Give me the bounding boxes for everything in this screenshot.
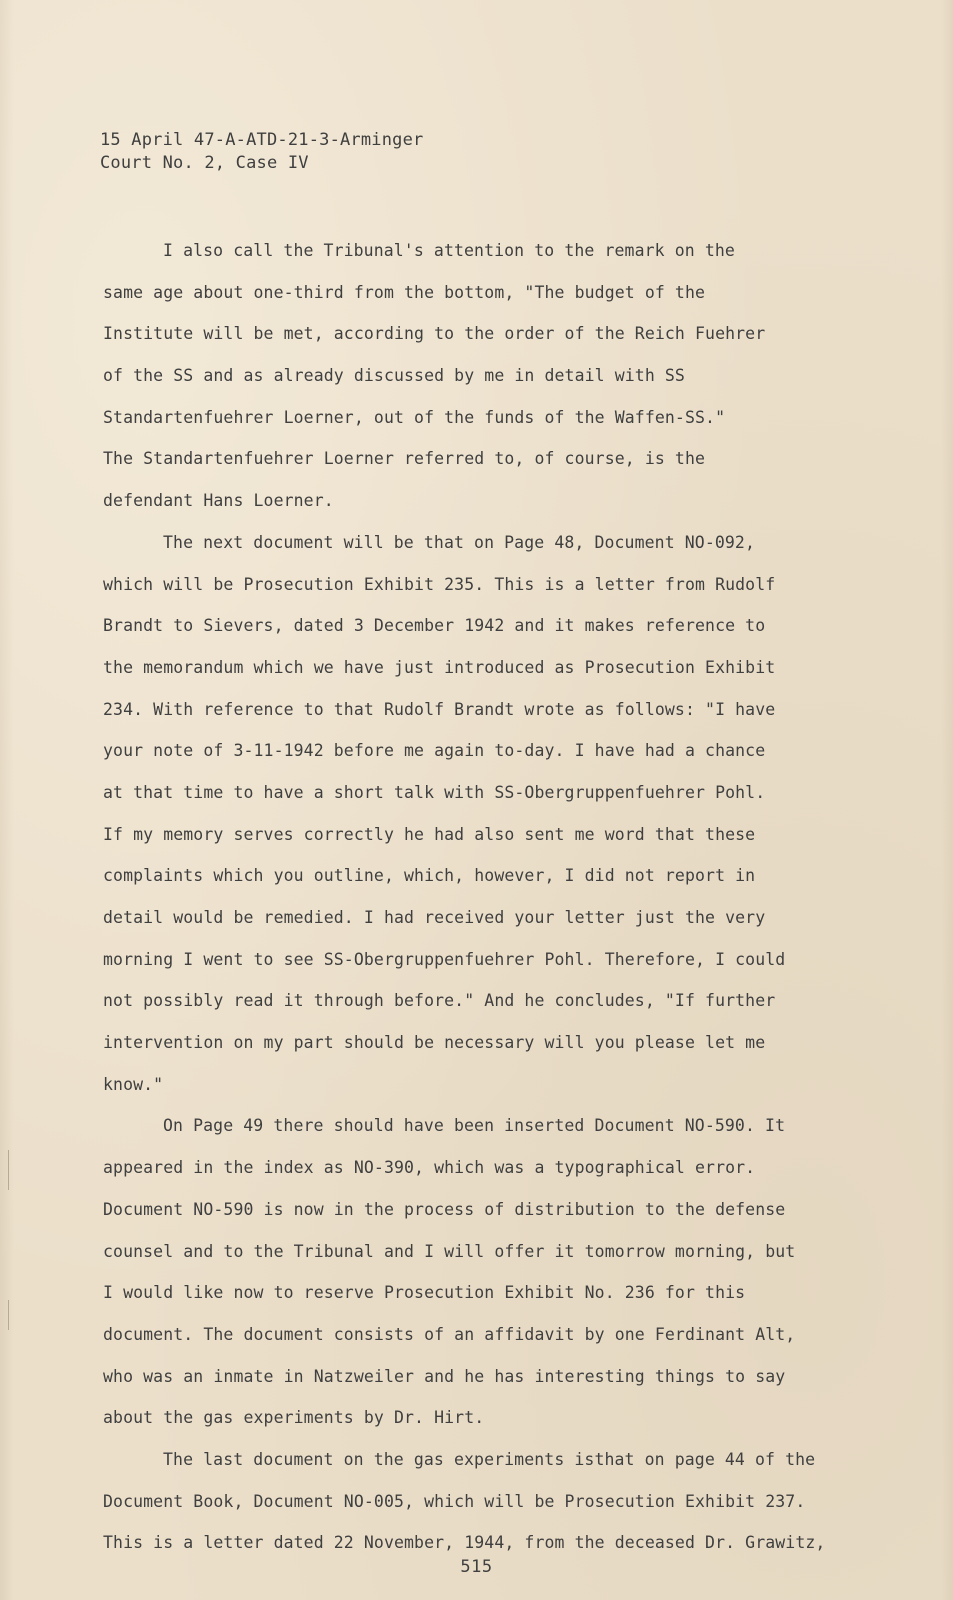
text-line: I also call the Tribunal's attention to the remark on the [163,241,735,260]
text-line: morning I went to see SS-Obergruppenfuehrer Pohl. Therefore, I could [103,949,786,969]
text-line: Document NO-590 is now in the process of distribution to the defense [103,1199,786,1219]
text-line: same age about one-third from the bottom, "The budget of the [103,282,706,302]
text-line: I would like now to reserve Prosecution Exhibit No. 236 for this [103,1283,746,1303]
text-line: On Page 49 there should have been inserted Document NO-590. It [163,1116,786,1136]
page-number: 515 [460,1557,493,1577]
text-line: defendant Hans Loerner. [103,491,334,511]
text-line: Document Book, Document NO-005, which will be Prosecution Exhibit 237. [103,1491,806,1511]
transcript-body [103,230,883,1564]
text-line: complaints which you outline, which, however, I did not report in [103,866,756,886]
text-line: not possibly read it through before." And he concludes, "If further [103,991,776,1011]
margin-mark [8,1300,9,1330]
text-line: document. The document consists of an affidavit by one Ferdinant Alt, [103,1324,796,1344]
text-line: who was an inmate in Natzweiler and he has interesting things to say [103,1366,786,1386]
text-line: The last document on the gas experiments isthat on page 44 of the [163,1449,816,1469]
text-line: This is a letter dated 22 November, 1944, from the deceased Dr. Grawitz, [103,1533,826,1553]
text-line: 234. With reference to that Rudolf Brandt wrote as follows: "I have [103,699,776,719]
text-line: of the SS and as already discussed by me in detail with SS [103,366,685,386]
text-line: intervention on my part should be necessary will you please let me [103,1033,766,1053]
text-line: detail would be remedied. I had received your letter just the very [103,908,766,927]
text-line: Institute will be met, according to the order of the Reich Fuehrer [103,324,766,344]
text-line: appeared in the index as NO-390, which was a typographical error. [103,1158,756,1178]
text-line: at that time to have a short talk with SS-Obergruppenfuehrer Pohl. [103,782,766,802]
text-line: the memorandum which we have just introduced as Prosecution Exhibit [103,657,776,677]
header-court-line: Court No. 2, Case IV [100,153,309,173]
text-line: which will be Prosecution Exhibit 235. This is a letter from Rudolf [103,574,776,594]
text-line: If my memory serves correctly he had also sent me word that these [103,824,756,844]
text-line: Brandt to Sievers, dated 3 December 1942 and it makes reference to [103,616,766,636]
document-header [100,129,423,175]
header-reference-line: 15 April 47-A-ATD-21-3-Arminger [100,130,424,150]
text-line: The Standartenfuehrer Loerner referred to, of course, is the [103,449,706,469]
text-line: counsel and to the Tribunal and I will offer it tomorrow morning, but [103,1241,796,1261]
text-line: know." [103,1074,164,1094]
text-line: Standartenfuehrer Loerner, out of the funds of the Waffen-SS." [103,407,726,427]
text-line: your note of 3-11-1942 before me again to-day. I have had a chance [103,741,766,761]
text-line: about the gas experiments by Dr. Hirt. [103,1408,485,1428]
text-line: The next document will be that on Page 48, Document NO-092, [163,532,755,552]
margin-mark [8,1150,9,1190]
